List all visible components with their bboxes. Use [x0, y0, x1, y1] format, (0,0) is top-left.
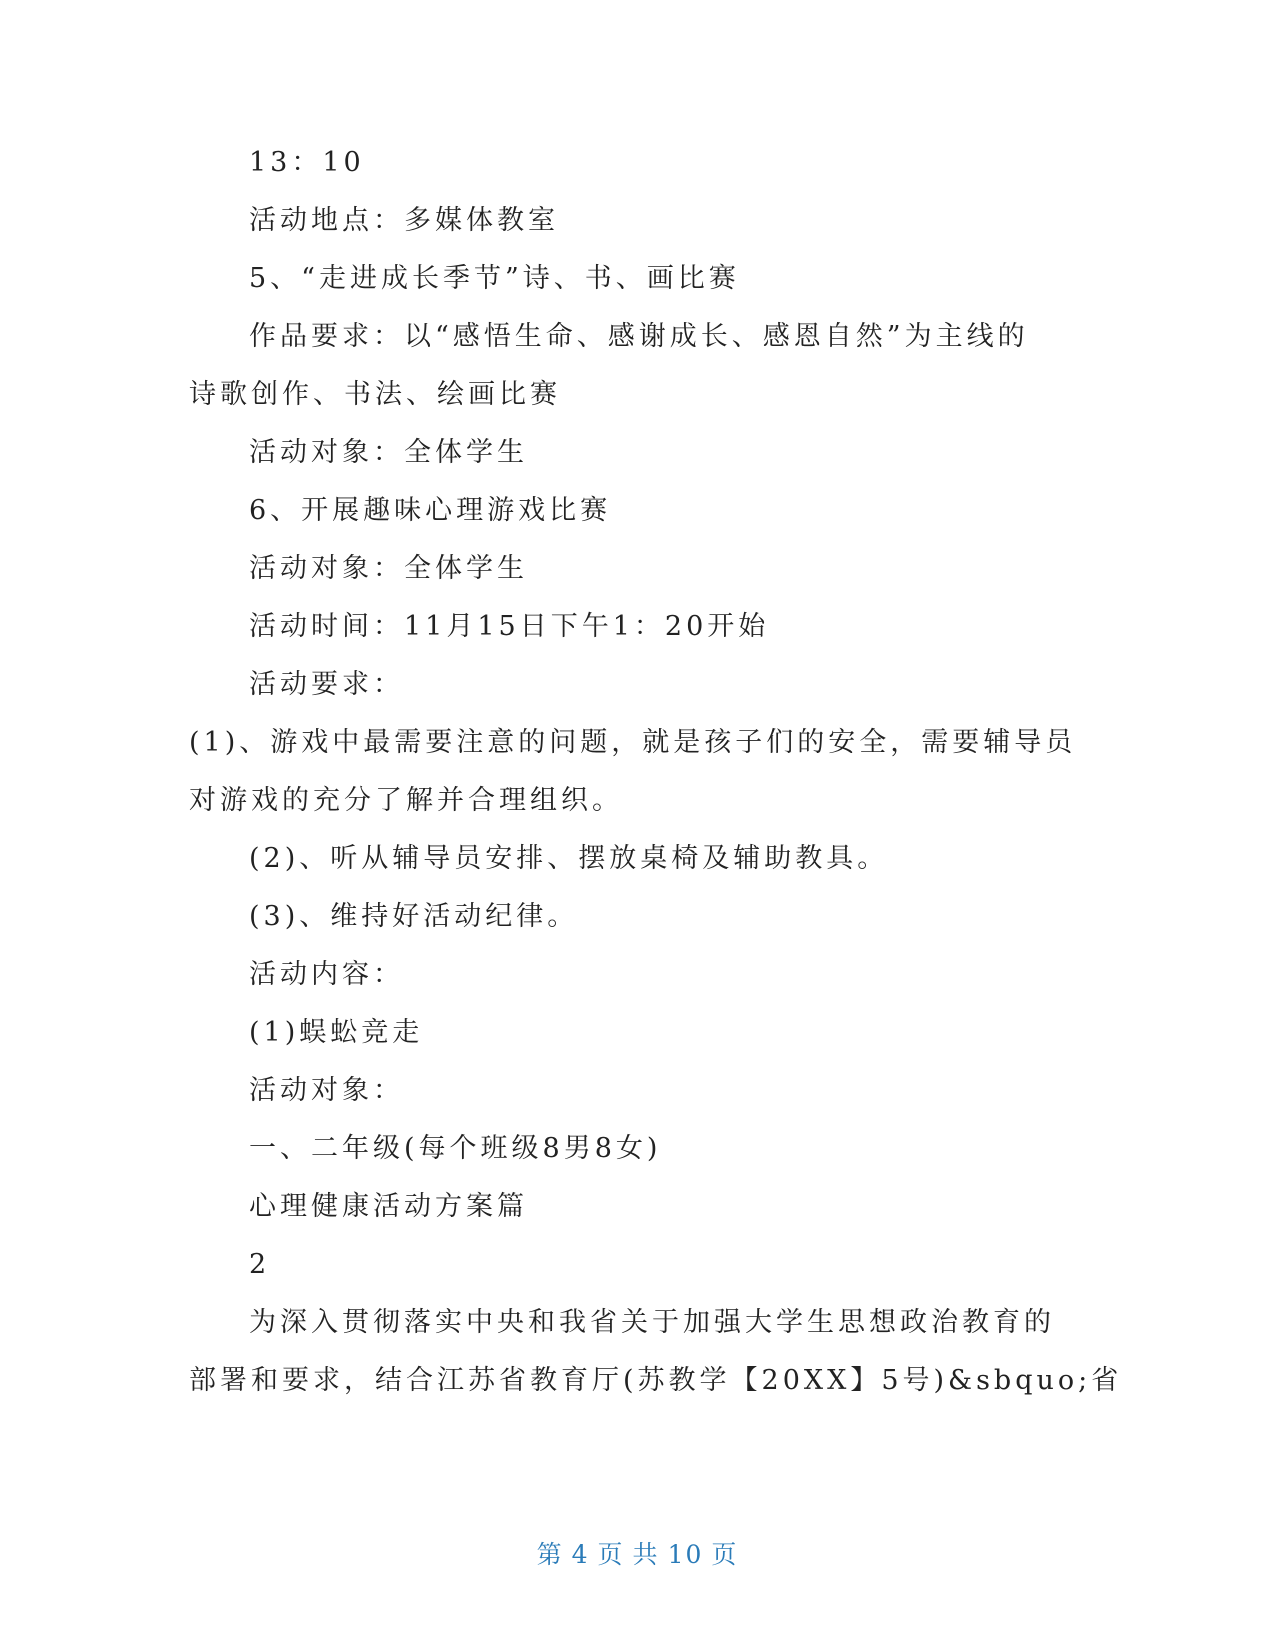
text-line-audience-3: 活动对象： [249, 1075, 404, 1106]
text-line-requirements-cont: 诗歌创作、书法、绘画比赛 [189, 379, 561, 410]
text-line-item-6-heading: 6、开展趣味心理游戏比赛 [249, 495, 612, 526]
text-line-req-1-cont: 对游戏的充分了解并合理组织。 [189, 785, 623, 816]
text-line-activity-requirements: 活动要求： [249, 669, 404, 700]
text-line-content-1: (1)蜈蚣竞走 [249, 1017, 424, 1048]
text-line-req-2: (2)、听从辅导员安排、摆放桌椅及辅助教具。 [249, 843, 889, 874]
text-line-item-5-heading: 5、“走进成长季节”诗、书、画比赛 [249, 263, 740, 294]
text-line-req-3: (3)、维持好活动纪律。 [249, 901, 579, 932]
footer-suffix: 页 [711, 1540, 739, 1569]
text-line-section-title: 心理健康活动方案篇 [249, 1191, 528, 1222]
text-line-section-number: 2 [249, 1249, 271, 1280]
text-line-audience-2: 活动对象：全体学生 [249, 553, 528, 584]
text-line-paragraph-start: 为深入贯彻落实中央和我省关于加强大学生思想政治教育的 [249, 1307, 1055, 1338]
text-line-grades: 一、二年级(每个班级8男8女) [249, 1133, 662, 1164]
text-line-activity-time: 活动时间：11月15日下午1：20开始 [249, 611, 770, 642]
footer-current-page: 4 [571, 1540, 590, 1569]
page-footer [0, 1538, 1275, 1572]
text-line-audience: 活动对象：全体学生 [249, 437, 528, 468]
footer-total-pages: 10 [667, 1540, 704, 1569]
footer-total-word: 共 [632, 1540, 660, 1569]
footer-prefix: 第 [536, 1540, 564, 1569]
text-line-paragraph-cont: 部署和要求，结合江苏省教育厅(苏教学【20XX】5号)&sbquo;省 [189, 1365, 1123, 1396]
text-line-time: 13：10 [249, 147, 365, 178]
text-line-requirements: 作品要求：以“感悟生命、感谢成长、感恩自然”为主线的 [249, 321, 1029, 352]
footer-page-word: 页 [597, 1540, 625, 1569]
text-line-req-1: (1)、游戏中最需要注意的问题，就是孩子们的安全，需要辅导员 [189, 727, 1077, 758]
text-line-location: 活动地点：多媒体教室 [249, 205, 559, 236]
text-line-activity-content: 活动内容： [249, 959, 404, 990]
